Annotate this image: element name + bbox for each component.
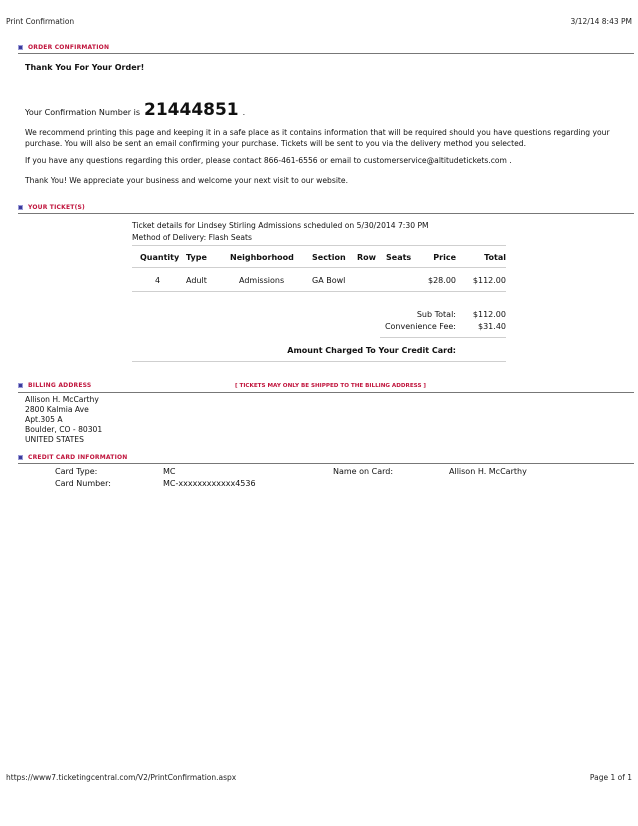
shipping-notice: [ TICKETS MAY ONLY BE SHIPPED TO THE BILLING ADDRESS ]: [235, 383, 426, 389]
bullet-icon: [18, 383, 23, 388]
billing-city: Boulder, CO - 80301: [25, 425, 103, 434]
section-divider: [18, 463, 634, 464]
name-on-card-value: Allison H. McCarthy: [449, 467, 527, 476]
billing-country: UNITED STATES: [25, 435, 84, 444]
subtotal-label: Sub Total:: [416, 310, 456, 319]
billing-street: 2800 Kalmia Ave: [25, 405, 89, 414]
col-header-quantity: Quantity: [140, 253, 180, 262]
section-divider: [18, 53, 634, 54]
ticket-details-text: Ticket details for Lindsey Stirling Admissions scheduled on 5/30/2014 7:30 PM: [132, 221, 429, 230]
table-header-divider: [132, 267, 506, 268]
confirmation-line: [25, 100, 245, 120]
credit-card-heading: CREDIT CARD INFORMATION: [18, 454, 128, 461]
billing-name: Allison H. McCarthy: [25, 395, 99, 404]
bullet-icon: [18, 205, 23, 210]
card-type-value: MC: [163, 467, 176, 476]
table-row-divider: [132, 291, 506, 292]
print-header-title: Print Confirmation: [6, 17, 75, 26]
billing-address-heading: BILLING ADDRESS: [18, 382, 91, 389]
table-bottom-divider: [132, 361, 506, 362]
col-header-type: Type: [186, 253, 207, 262]
bullet-icon: [18, 45, 23, 50]
contact-paragraph: If you have any questions regarding this order, please contact 866-461-6556 or email to customerservice@altitudetickets.com .: [25, 156, 512, 165]
print-footer-url: https://www7.ticketingcentral.com/V2/PrintConfirmation.aspx: [6, 773, 237, 782]
cell-quantity: 4: [155, 276, 161, 285]
table-top-divider: [132, 245, 506, 246]
card-number-label: Card Number:: [55, 479, 111, 488]
cell-section: GA Bowl: [312, 276, 346, 285]
thank-you-text: Thank You For Your Order!: [25, 63, 145, 72]
print-recommendation-paragraph: We recommend printing this page and keeping it in a safe place as it contains information that will be required should you have questions regarding your purchase. You will also be sent an email confirming your purchase. Tickets will be sent to you via the delivery method you selected.: [25, 128, 610, 148]
billing-apt: Apt.305 A: [25, 415, 63, 424]
cell-neighborhood: Admissions: [239, 276, 285, 285]
section-divider: [18, 213, 634, 214]
col-header-neighborhood: Neighborhood: [230, 253, 294, 262]
totals-divider: [380, 337, 506, 338]
name-on-card-label: Name on Card:: [333, 467, 394, 476]
col-header-row: Row: [357, 253, 377, 262]
cell-type: Adult: [186, 276, 207, 285]
subtotal-value: $112.00: [472, 310, 506, 319]
confirmation-label: Your Confirmation Number is: [25, 108, 140, 117]
confirmation-suffix: .: [242, 108, 246, 117]
convenience-fee-label: Convenience Fee:: [384, 322, 456, 331]
billing-address-block: [25, 395, 102, 445]
section-divider: [18, 392, 634, 393]
print-footer-page: Page 1 of 1: [589, 773, 632, 782]
col-header-total: Total: [484, 253, 506, 262]
order-confirmation-heading: ORDER CONFIRMATION: [18, 44, 109, 51]
col-header-seats: Seats: [386, 253, 412, 262]
card-type-label: Card Type:: [55, 467, 98, 476]
bullet-icon: [18, 455, 23, 460]
delivery-method-text: Method of Delivery: Flash Seats: [132, 233, 252, 242]
amount-charged-label: Amount Charged To Your Credit Card:: [287, 346, 456, 355]
appreciation-paragraph: Thank You! We appreciate your business and welcome your next visit to our website.: [25, 176, 348, 185]
cell-total: $112.00: [472, 276, 506, 285]
print-header-datetime: 3/12/14 8:43 PM: [570, 17, 632, 26]
card-number-value: MC-xxxxxxxxxxxx4536: [163, 479, 256, 488]
confirmation-number: 21444851: [144, 100, 239, 120]
cell-price: $28.00: [428, 276, 456, 285]
convenience-fee-value: $31.40: [478, 322, 506, 331]
col-header-section: Section: [312, 253, 346, 262]
tickets-heading: YOUR TICKET(S): [18, 204, 85, 211]
col-header-price: Price: [433, 253, 456, 262]
